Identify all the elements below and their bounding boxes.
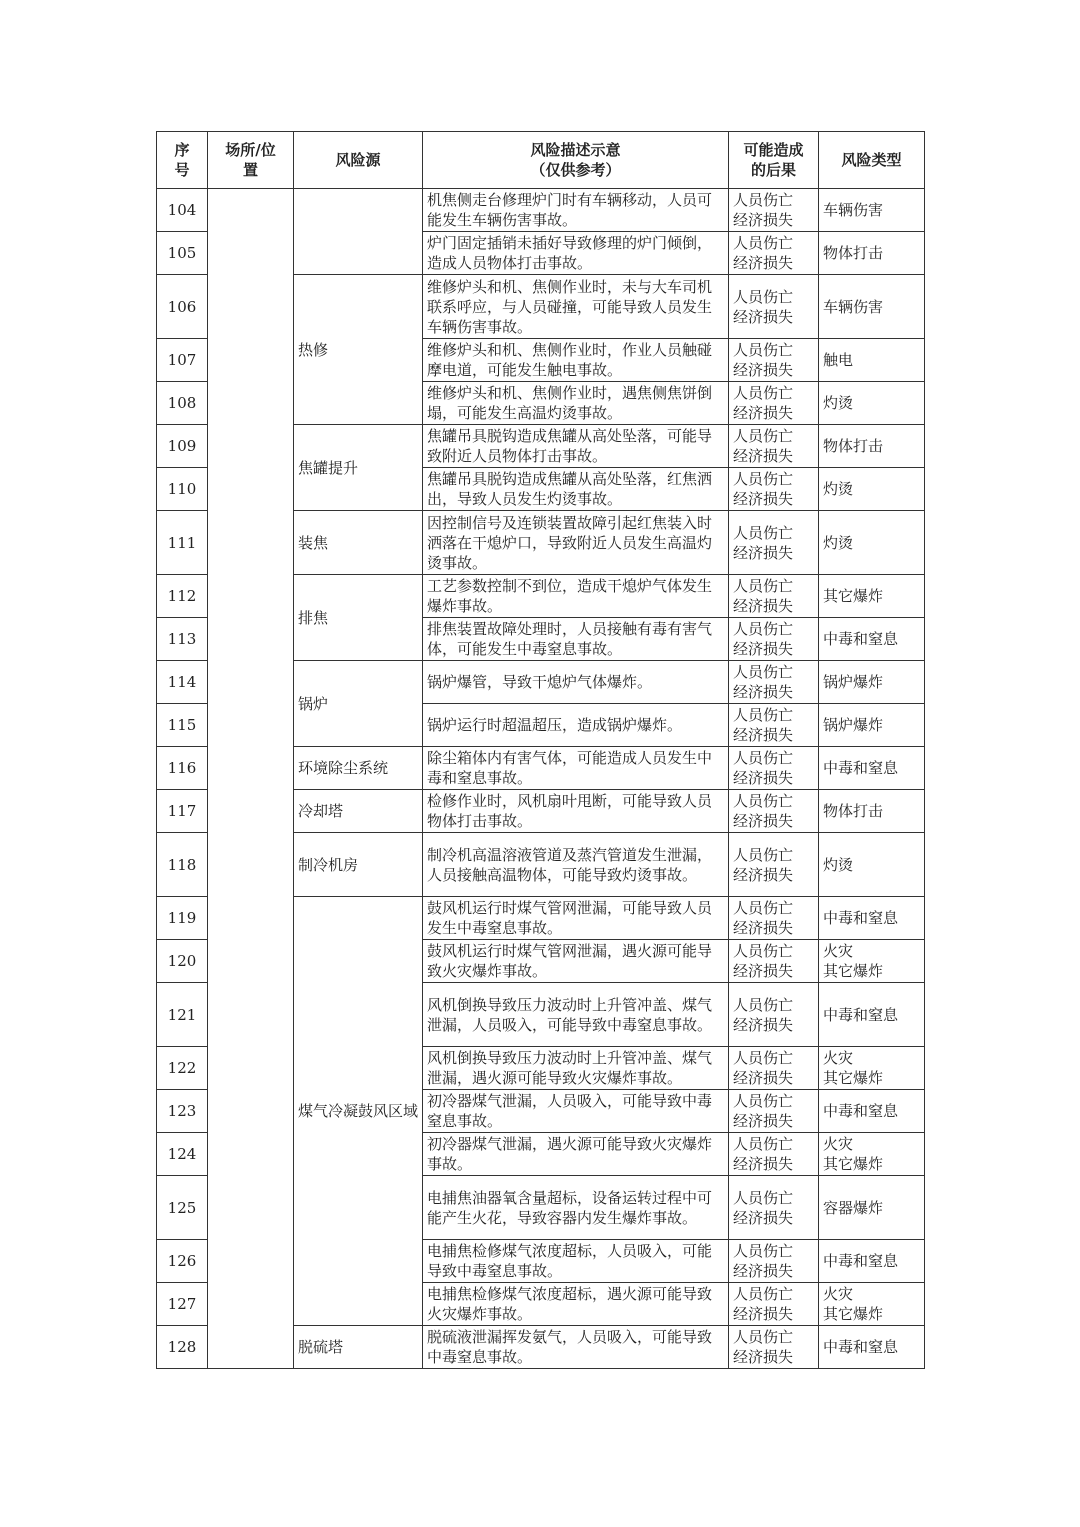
row-number: 106 [157, 275, 208, 339]
row-number: 123 [157, 1090, 208, 1133]
row-number: 122 [157, 1047, 208, 1090]
consequence-line: 经济损失 [733, 254, 794, 272]
risk-type-cell [819, 468, 925, 511]
risk-type-cell [819, 897, 925, 940]
risk-type-cell [819, 983, 925, 1047]
risk-type-line: 车辆伤害 [823, 201, 884, 219]
risk-type-cell [819, 232, 925, 275]
consequence-cell [729, 275, 819, 339]
risk-type-line: 其它爆炸 [823, 587, 884, 605]
consequence-cell [729, 382, 819, 425]
risk-source-cell: 脱硫塔 [294, 1326, 423, 1369]
consequence-line: 经济损失 [733, 1348, 794, 1366]
consequence-line: 经济损失 [733, 962, 794, 980]
risk-type-cell [819, 833, 925, 897]
consequence-line: 人员伤亡 [733, 1092, 794, 1110]
risk-source-cell: 装焦 [294, 511, 423, 575]
consequence-line: 人员伤亡 [733, 341, 794, 359]
risk-type-line: 物体打击 [823, 244, 884, 262]
row-number: 119 [157, 897, 208, 940]
risk-description: 电捕焦检修煤气浓度超标，遇火源可能导致火灾爆炸事故。 [423, 1283, 729, 1326]
risk-type-cell [819, 425, 925, 468]
consequence-line: 经济损失 [733, 490, 794, 508]
risk-description: 因控制信号及连锁装置故障引起红焦装入时洒落在干熄炉口，导致附近人员发生高温灼烫事故。 [423, 511, 729, 575]
row-number: 108 [157, 382, 208, 425]
risk-type-line: 中毒和窒息 [823, 909, 899, 927]
risk-type-line: 灼烫 [823, 533, 854, 552]
risk-type-line: 容器爆炸 [823, 1198, 884, 1217]
consequence-line: 人员伤亡 [733, 1242, 794, 1260]
row-number: 120 [157, 940, 208, 983]
risk-description: 制冷机高温溶液管道及蒸汽管道发生泄漏，人员接触高温物体，可能导致灼烫事故。 [423, 833, 729, 897]
risk-source-cell [294, 189, 423, 275]
risk-description: 鼓风机运行时煤气管网泄漏，遇火源可能导致火灾爆炸事故。 [423, 940, 729, 983]
row-number: 114 [157, 661, 208, 704]
risk-type-line: 其它爆炸 [823, 1305, 884, 1323]
risk-description: 除尘箱体内有害气体，可能造成人员发生中毒和窒息事故。 [423, 747, 729, 790]
consequence-line: 人员伤亡 [733, 749, 794, 767]
risk-type-cell [819, 790, 925, 833]
consequence-line: 人员伤亡 [733, 792, 794, 810]
consequence-line: 人员伤亡 [733, 1285, 794, 1303]
header-source: 风险源 [294, 132, 423, 189]
risk-type-line: 火灾 [823, 942, 854, 960]
row-number: 124 [157, 1133, 208, 1176]
consequence-line: 经济损失 [733, 726, 794, 744]
consequence-cell [729, 833, 819, 897]
consequence-line: 经济损失 [733, 597, 794, 615]
consequence-cell [729, 425, 819, 468]
row-number: 110 [157, 468, 208, 511]
consequence-line: 人员伤亡 [733, 845, 794, 864]
risk-source-cell: 焦罐提升 [294, 425, 423, 511]
risk-type-line: 中毒和窒息 [823, 1005, 899, 1024]
risk-type-line: 触电 [823, 351, 854, 369]
risk-type-line: 其它爆炸 [823, 1155, 884, 1173]
row-number: 127 [157, 1283, 208, 1326]
risk-type-cell [819, 1133, 925, 1176]
consequence-line: 人员伤亡 [733, 706, 794, 724]
consequence-line: 经济损失 [733, 211, 794, 229]
risk-description: 风机倒换导致压力波动时上升管冲盖、煤气泄漏，遇火源可能导致火灾爆炸事故。 [423, 1047, 729, 1090]
location-cell [208, 189, 294, 1369]
risk-source-cell: 环境除尘系统 [294, 747, 423, 790]
consequence-cell [729, 511, 819, 575]
row-number: 111 [157, 511, 208, 575]
risk-type-cell [819, 940, 925, 983]
row-number: 115 [157, 704, 208, 747]
risk-type-cell [819, 575, 925, 618]
consequence-line: 经济损失 [733, 1069, 794, 1087]
table-row [157, 189, 925, 232]
consequence-line: 人员伤亡 [733, 191, 794, 209]
risk-type-line: 火灾 [823, 1049, 854, 1067]
consequence-cell [729, 618, 819, 661]
risk-description: 锅炉爆管，导致干熄炉气体爆炸。 [423, 661, 729, 704]
consequence-line: 经济损失 [733, 1208, 794, 1227]
consequence-cell [729, 790, 819, 833]
risk-type-cell [819, 704, 925, 747]
risk-type-cell [819, 189, 925, 232]
consequence-line: 人员伤亡 [733, 470, 794, 488]
consequence-line: 经济损失 [733, 1155, 794, 1173]
risk-type-line: 灼烫 [823, 394, 854, 412]
consequence-cell [729, 1090, 819, 1133]
risk-type-cell [819, 618, 925, 661]
risk-type-line: 中毒和窒息 [823, 630, 899, 648]
consequence-line: 人员伤亡 [733, 995, 794, 1014]
risk-description: 初冷器煤气泄漏，遇火源可能导致火灾爆炸事故。 [423, 1133, 729, 1176]
risk-description: 鼓风机运行时煤气管网泄漏，可能导致人员发生中毒窒息事故。 [423, 897, 729, 940]
risk-source-cell: 制冷机房 [294, 833, 423, 897]
consequence-cell [729, 1240, 819, 1283]
row-number: 116 [157, 747, 208, 790]
risk-type-line: 火灾 [823, 1135, 854, 1153]
risk-description: 电捕焦检修煤气浓度超标，人员吸入，可能导致中毒窒息事故。 [423, 1240, 729, 1283]
risk-type-line: 锅炉爆炸 [823, 673, 884, 691]
consequence-cell [729, 747, 819, 790]
consequence-line: 经济损失 [733, 447, 794, 465]
consequence-line: 人员伤亡 [733, 523, 794, 542]
consequence-cell [729, 1283, 819, 1326]
consequence-cell [729, 1133, 819, 1176]
consequence-line: 人员伤亡 [733, 942, 794, 960]
risk-description: 脱硫液泄漏挥发氨气，人员吸入，可能导致中毒窒息事故。 [423, 1326, 729, 1369]
risk-description: 维修炉头和机、焦侧作业时，未与大车司机联系呼应，与人员碰撞，可能导致人员发生车辆伤害事故。 [423, 275, 729, 339]
consequence-line: 人员伤亡 [733, 384, 794, 402]
risk-type-line: 中毒和窒息 [823, 759, 899, 777]
consequence-line: 人员伤亡 [733, 234, 794, 252]
risk-type-cell [819, 1283, 925, 1326]
risk-type-cell [819, 1176, 925, 1240]
consequence-line: 人员伤亡 [733, 1135, 794, 1153]
consequence-line: 经济损失 [733, 1262, 794, 1280]
header-row [157, 132, 925, 189]
header-no: 序 号 [157, 132, 208, 189]
risk-type-line: 车辆伤害 [823, 297, 884, 316]
consequence-line: 人员伤亡 [733, 577, 794, 595]
consequence-cell [729, 661, 819, 704]
risk-source-cell: 锅炉 [294, 661, 423, 747]
consequence-cell [729, 940, 819, 983]
risk-type-line: 中毒和窒息 [823, 1252, 899, 1270]
consequence-cell [729, 339, 819, 382]
consequence-line: 人员伤亡 [733, 287, 794, 306]
risk-type-line: 锅炉爆炸 [823, 716, 884, 734]
header-location: 场所/位 置 [208, 132, 294, 189]
consequence-line: 经济损失 [733, 812, 794, 830]
risk-description: 排焦装置故障处理时，人员接触有毒有害气体，可能发生中毒窒息事故。 [423, 618, 729, 661]
consequence-line: 人员伤亡 [733, 1328, 794, 1346]
risk-source-cell: 煤气冷凝鼓风区域 [294, 897, 423, 1326]
header-consequence: 可能造成 的后果 [729, 132, 819, 189]
row-number: 107 [157, 339, 208, 382]
risk-table [156, 131, 925, 1369]
risk-type-line: 物体打击 [823, 437, 884, 455]
consequence-line: 经济损失 [733, 361, 794, 379]
risk-type-cell [819, 339, 925, 382]
consequence-line: 人员伤亡 [733, 1049, 794, 1067]
risk-type-line: 物体打击 [823, 802, 884, 820]
risk-type-line: 其它爆炸 [823, 1069, 884, 1087]
risk-description: 维修炉头和机、焦侧作业时，作业人员触碰摩电道，可能发生触电事故。 [423, 339, 729, 382]
consequence-cell [729, 189, 819, 232]
consequence-cell [729, 1176, 819, 1240]
risk-description: 锅炉运行时超温超压，造成锅炉爆炸。 [423, 704, 729, 747]
consequence-cell [729, 704, 819, 747]
consequence-cell [729, 1047, 819, 1090]
row-number: 125 [157, 1176, 208, 1240]
risk-description: 初冷器煤气泄漏，人员吸入，可能导致中毒窒息事故。 [423, 1090, 729, 1133]
row-number: 104 [157, 189, 208, 232]
row-number: 126 [157, 1240, 208, 1283]
risk-description: 工艺参数控制不到位，造成干熄炉气体发生爆炸事故。 [423, 575, 729, 618]
consequence-line: 经济损失 [733, 919, 794, 937]
table-body [157, 189, 925, 1369]
risk-type-line: 中毒和窒息 [823, 1102, 899, 1120]
risk-description: 电捕焦油器氧含量超标，设备运转过程中可能产生火花，导致容器内发生爆炸事故。 [423, 1176, 729, 1240]
consequence-line: 人员伤亡 [733, 899, 794, 917]
row-number: 128 [157, 1326, 208, 1369]
consequence-cell [729, 897, 819, 940]
risk-type-cell [819, 1090, 925, 1133]
risk-description: 焦罐吊具脱钩造成焦罐从高处坠落，红焦洒出，导致人员发生灼烫事故。 [423, 468, 729, 511]
consequence-line: 经济损失 [733, 865, 794, 884]
risk-type-cell [819, 275, 925, 339]
risk-type-cell [819, 1326, 925, 1369]
risk-description: 检修作业时，风机扇叶甩断，可能导致人员物体打击事故。 [423, 790, 729, 833]
risk-type-line: 灼烫 [823, 480, 854, 498]
risk-source-cell: 排焦 [294, 575, 423, 661]
row-number: 109 [157, 425, 208, 468]
row-number: 117 [157, 790, 208, 833]
consequence-line: 经济损失 [733, 769, 794, 787]
risk-description: 机焦侧走台修理炉门时有车辆移动，人员可能发生车辆伤害事故。 [423, 189, 729, 232]
consequence-line: 人员伤亡 [733, 620, 794, 638]
risk-type-cell [819, 511, 925, 575]
risk-description: 焦罐吊具脱钩造成焦罐从高处坠落，可能导致附近人员物体打击事故。 [423, 425, 729, 468]
consequence-line: 经济损失 [733, 543, 794, 562]
consequence-cell [729, 232, 819, 275]
risk-description: 炉门固定插销未插好导致修理的炉门倾倒，造成人员物体打击事故。 [423, 232, 729, 275]
consequence-line: 经济损失 [733, 1015, 794, 1034]
consequence-cell [729, 468, 819, 511]
row-number: 113 [157, 618, 208, 661]
risk-type-cell [819, 747, 925, 790]
consequence-line: 人员伤亡 [733, 663, 794, 681]
consequence-line: 经济损失 [733, 640, 794, 658]
consequence-line: 经济损失 [733, 1112, 794, 1130]
header-description: 风险描述示意 （仅供参考） [423, 132, 729, 189]
risk-type-line: 灼烫 [823, 855, 854, 874]
consequence-line: 经济损失 [733, 404, 794, 422]
row-number: 118 [157, 833, 208, 897]
row-number: 121 [157, 983, 208, 1047]
row-number: 105 [157, 232, 208, 275]
risk-type-line: 中毒和窒息 [823, 1338, 899, 1356]
risk-type-cell [819, 661, 925, 704]
consequence-line: 人员伤亡 [733, 1188, 794, 1207]
consequence-line: 经济损失 [733, 683, 794, 701]
consequence-line: 经济损失 [733, 307, 794, 326]
consequence-cell [729, 575, 819, 618]
consequence-cell [729, 1326, 819, 1369]
risk-type-cell [819, 1240, 925, 1283]
header-risk-type: 风险类型 [819, 132, 925, 189]
risk-description: 维修炉头和机、焦侧作业时，遇焦侧焦饼倒塌，可能发生高温灼烫事故。 [423, 382, 729, 425]
consequence-line: 人员伤亡 [733, 427, 794, 445]
risk-description: 风机倒换导致压力波动时上升管冲盖、煤气泄漏，人员吸入，可能导致中毒窒息事故。 [423, 983, 729, 1047]
consequence-cell [729, 983, 819, 1047]
risk-source-cell: 热修 [294, 275, 423, 425]
consequence-line: 经济损失 [733, 1305, 794, 1323]
risk-type-cell [819, 1047, 925, 1090]
risk-type-cell [819, 382, 925, 425]
risk-source-cell: 冷却塔 [294, 790, 423, 833]
row-number: 112 [157, 575, 208, 618]
risk-type-line: 其它爆炸 [823, 962, 884, 980]
risk-type-line: 火灾 [823, 1285, 854, 1303]
